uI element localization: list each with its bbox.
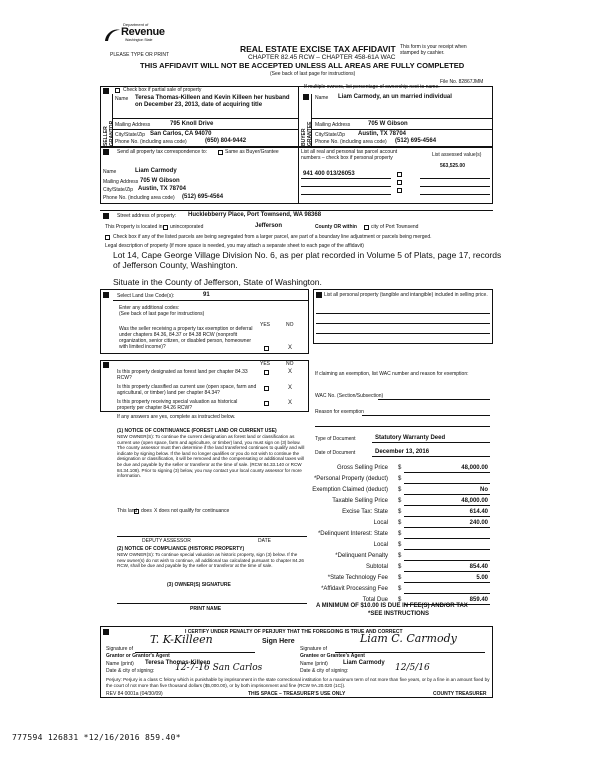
tax-row-value[interactable]: 859.40: [469, 597, 488, 603]
section-5-marker: [103, 292, 109, 298]
city-of-checkbox[interactable]: [364, 225, 369, 230]
continuance-text: NEW OWNER(S): To continue the current designation as forest land or classification as current use (open space, farm and agriculture, or timber) land, you must sign on (3) below. The county assessor must then determine if the land transferred continues to qualify and will indicate by signing below. If the land no longer qualifies or you do not wish to continue the designation or classification, it will be removed and the compensating or additional taxes will be due and payable by the seller or transferor at the time of sale. (RCW 84.33.140 or RCW 84.34.108). Prior to signing (3) below, you may contact your local county assessor for more information.: [117, 434, 305, 479]
compliance-title: (2) NOTICE OF COMPLIANCE (HISTORIC PROPERTY): [117, 546, 245, 552]
seller-exempt-question: Was the seller receiving a property tax exemption or deferral under chapters 84.36, 84.37 or 84.38 RCW (nonprofit organization, senior citizen, or disabled person, homeowner with limited income)?: [119, 326, 253, 350]
tax-row-label: *Delinquent Interest: State: [317, 531, 388, 537]
land-use-label: Select Land Use Code(s):: [117, 293, 175, 299]
does-qualify-checkbox[interactable]: [134, 509, 139, 514]
recording-stamp: 777594 126831 *12/16/2016 859.40*: [12, 733, 181, 742]
county-label: County OR within: [315, 224, 357, 230]
send-to-label: Send all property tax correspondence to:: [117, 149, 208, 155]
tax-row-label: Local: [373, 542, 388, 548]
no-header-1: NO: [286, 322, 294, 328]
additional-codes-label: Enter any additional codes:: [119, 305, 180, 311]
logo-state: Washington State: [125, 38, 153, 42]
doc-type[interactable]: Statutory Warranty Deed: [375, 435, 446, 441]
logo-word: Revenue: [121, 26, 165, 38]
tax-row-currency: $: [398, 575, 402, 581]
open-space-yes-checkbox[interactable]: [264, 386, 269, 391]
file-no: File No. 82867JMM: [440, 79, 484, 85]
seller-mailing-label: Mailing Address: [115, 122, 151, 128]
section-2-marker: [303, 94, 309, 100]
corr-mailing-label: Mailing Address: [103, 179, 139, 185]
see-instructions-note: *SEE INSTRUCTIONS: [368, 611, 430, 617]
tax-row-label: Exemption Claimed (deduct): [312, 487, 388, 493]
grantor-date-city[interactable]: 12-7-16 San Carlos: [175, 663, 263, 673]
doc-date-label: Date of Document: [315, 450, 356, 456]
tax-row-value[interactable]: 5.00: [476, 575, 488, 581]
tax-row-value[interactable]: 614.40: [469, 509, 488, 515]
open-space-no-mark[interactable]: X: [288, 385, 293, 391]
personal-property-label: List all personal property (tangible and intangible) included in selling price.: [324, 292, 488, 298]
form-chapter: CHAPTER 82.45 RCW – CHAPTER 458-61A WAC: [248, 54, 396, 61]
seller-exempt-yes-checkbox[interactable]: [264, 346, 269, 351]
section-3-marker: [103, 149, 109, 155]
rev-number: REV 84 0001a (04/30/09): [106, 691, 163, 697]
buyer-city[interactable]: Austin, TX 78704: [358, 131, 407, 137]
tax-row-currency: $: [398, 509, 402, 515]
legal-description[interactable]: Lot 14, Cape George Village Division No. 6, as per plat recorded in Volume 5 of Plats, page 17, records of Jefferson County, Washington.: [113, 250, 502, 270]
buyer-name[interactable]: Liam Carmody, an un married individual: [338, 94, 452, 100]
perjury-statement: Perjury: Perjury is a class C felony which is punishable by imprisonment in the state correctional institution for a maximum term of not more than five years, or by a fine in an amount fixed by the court of not more than five thousand dollars ($5,000.00), or by both imprisonment and fine (RCW 9A.20.020 (1C)).: [106, 677, 490, 688]
corr-name-label: Name: [103, 169, 117, 175]
open-space-question: Is this property classified as current use (open space, farm and agricultural, or timber) land per chapter 84.34?: [117, 384, 257, 396]
logo-dept: Department of: [123, 22, 149, 27]
tax-row-label: Subtotal: [365, 564, 388, 570]
form-warning: THIS AFFIDAVIT WILL NOT BE ACCEPTED UNLESS ALL AREAS ARE FULLY COMPLETED: [140, 61, 465, 70]
yes-header-2: YES: [260, 361, 271, 367]
receipt-note: This form is your receipt when stamped by cashier.: [400, 44, 467, 56]
multiple-owners-note: If multiple owners, list percentage of ownership next to name.: [304, 84, 440, 90]
corr-mailing[interactable]: 705 W Gibson: [140, 178, 180, 184]
tax-row-currency: $: [398, 476, 402, 482]
tax-row-currency: $: [398, 520, 402, 526]
parcel-personal-checkbox-1[interactable]: [397, 172, 402, 177]
buyer-city-label: City/State/Zip: [315, 132, 346, 138]
same-as-buyer-checkbox[interactable]: [218, 150, 223, 155]
city-of-label: city of Port Townsend: [371, 224, 419, 230]
tax-row-label: *State Technology Fee: [327, 575, 388, 581]
dor-logo: [103, 22, 163, 48]
assessed-value[interactable]: 563,525.00: [440, 163, 466, 169]
situate-text[interactable]: Situate in the County of Jefferson, State of Washington.: [113, 277, 322, 287]
tax-row-label: Total Due: [362, 597, 388, 603]
seller-name[interactable]: Teresa Thomas-Killeen and Kevin Killeen her husband on December 23, 2013, date of acquiring title: [135, 95, 290, 108]
seller-phone-label: Phone No. (including area code): [115, 139, 187, 145]
compliance-text: NEW OWNER(S): To continue special valuation as historic property, sign (3) below. If the new owner(s) do not wish to continue, all additional tax calculated pursuant to chapter 84.26 RCW, shall be due and payable by the seller or transferor at the time of sale.: [117, 552, 304, 569]
tax-row-value[interactable]: No: [480, 487, 488, 493]
tax-row-currency: $: [398, 531, 402, 537]
deputy-assessor-label: DEPUTY ASSESSOR: [142, 538, 191, 544]
segregated-label: Check box if any of the listed parcels are being segregated from a larger parcel, are part of a boundary line adjustment or parcels being merged.: [113, 234, 432, 240]
sign-here-tab[interactable]: Sign Here: [262, 638, 295, 645]
doc-type-label: Type of Document: [315, 436, 356, 442]
buyer-side-label: BUYER GRANTEE: [301, 121, 313, 146]
tax-row-label: Gross Selling Price: [336, 465, 388, 471]
located-in-label: This Property is located in: [105, 224, 163, 230]
forest-question: Is this property designated as forest land per chapter 84.33 RCW?: [117, 369, 248, 381]
grantee-sig-label: Signature of: [300, 646, 327, 652]
grantor-role: Grantor or Grantor's Agent: [106, 653, 170, 659]
tax-row-label: *Affidavit Processing Fee: [321, 586, 388, 592]
street-label: Street address of property:: [117, 213, 177, 219]
grantee-role: Grantee or Grantee's Agent: [300, 653, 365, 659]
same-as-buyer-label: Same as Buyer/Grantee: [225, 149, 279, 155]
grantor-name-label: Name (print): [106, 661, 134, 667]
tax-row-currency: $: [398, 586, 402, 592]
tax-row-label: *Delinquent Penalty: [335, 553, 388, 559]
seller-mailing[interactable]: 795 Knoll Drive: [170, 121, 214, 127]
tax-row-currency: $: [398, 498, 402, 504]
forest-no-mark[interactable]: X: [288, 369, 293, 375]
legal-desc-label: Legal description of property (if more space is needed, you may attach a separate sheet to each page of the affidavit): [105, 243, 364, 249]
parcel-header: List all real and personal tax parcel account numbers – check box if personal property: [301, 149, 398, 161]
historical-no-mark[interactable]: X: [288, 400, 293, 406]
corr-city-label: City/State/Zip: [103, 187, 134, 193]
corr-name[interactable]: Liam Carmody: [135, 168, 177, 174]
certify-statement: I CERTIFY UNDER PENALTY OF PERJURY THAT THE FOREGOING IS TRUE AND CORRECT: [185, 629, 403, 635]
parcel-personal-checkbox-2[interactable]: [397, 180, 402, 185]
tax-row-currency: $: [398, 465, 402, 471]
section-6-marker: [103, 362, 109, 368]
owner-signature-label: (3) OWNER(S) SIGNATURE: [167, 582, 231, 588]
grantee-name-label: Name (print): [300, 661, 328, 667]
buyer-mailing-label: Mailing Address: [315, 122, 351, 128]
partial-sale-checkbox[interactable]: [115, 88, 120, 93]
tax-row-label: Local: [373, 520, 388, 526]
historical-yes-checkbox[interactable]: [264, 401, 269, 406]
no-header-2: NO: [286, 361, 294, 367]
tax-row-currency: $: [398, 564, 402, 570]
tax-row-currency: $: [398, 597, 402, 603]
if-yes-note: If any answers are yes, complete as instructed below.: [117, 414, 236, 420]
tax-row-label: Taxable Selling Price: [332, 498, 388, 504]
tax-row-label: Excise Tax: State: [342, 509, 388, 515]
grantor-print-name[interactable]: Teresa Thomas-Killeen: [145, 660, 211, 666]
grantee-print-name[interactable]: Liam Carmody: [343, 660, 385, 666]
land-qualify-label: This land: [117, 508, 138, 514]
tax-row-value[interactable]: 854.40: [469, 564, 488, 570]
treasurer-use-label: THIS SPACE – TREASURER'S USE ONLY: [248, 691, 346, 697]
additional-codes-note: (See back of last page for instructions): [119, 311, 205, 317]
deputy-date-label: DATE: [258, 538, 271, 544]
tax-row-label: *Personal Property (deduct): [313, 476, 388, 482]
tax-row-value[interactable]: 48,000.00: [461, 465, 488, 471]
seller-city[interactable]: San Carlos, CA 94070: [150, 131, 212, 137]
does-not-qualify-label: X does not qualify for continuance: [154, 508, 230, 514]
section-7-marker: [316, 292, 322, 298]
seller-name-label: Name: [115, 96, 129, 102]
land-use-code[interactable]: 91: [203, 292, 210, 298]
reason-label: Reason for exemption: [315, 409, 364, 415]
seller-city-label: City/State/Zip: [115, 132, 146, 138]
historical-question: Is this property receiving special valuation as historical property per chapter 84.26 RCW?: [117, 399, 238, 411]
grantee-date-city[interactable]: 12/5/16: [395, 663, 430, 673]
buyer-phone[interactable]: (512) 695-4564: [395, 138, 437, 144]
seller-side-label: SELLER GRANTOR: [103, 120, 115, 146]
unincorporated-label: unincorporated: [170, 224, 204, 230]
assessed-header: List assessed value(s): [432, 152, 482, 158]
continuance-title: (1) NOTICE OF CONTINUANCE (FOREST LAND OR CURRENT USE): [117, 428, 277, 434]
buyer-name-label: Name: [315, 95, 329, 101]
section-4-marker: [103, 213, 109, 219]
county-treasurer-label: COUNTY TREASURER: [433, 691, 487, 697]
exemption-claim-label: If claiming an exemption, list WAC number and reason for exemption:: [315, 371, 469, 377]
segregated-checkbox[interactable]: [105, 235, 110, 240]
form-title: REAL ESTATE EXCISE TAX AFFIDAVIT: [240, 44, 396, 54]
grantee-date-city-label: Date & city of signing:: [300, 668, 349, 674]
parcel-number[interactable]: 941 400 013/26053: [303, 171, 355, 177]
tax-row-currency: $: [398, 542, 402, 548]
parcel-personal-checkbox-3[interactable]: [397, 188, 402, 193]
partial-sale-label: Check box if partial sale of property: [123, 87, 202, 93]
seller-exempt-no-mark[interactable]: X: [288, 345, 293, 351]
grantee-signature[interactable]: Liam C. Carmody: [360, 632, 457, 645]
buyer-mailing[interactable]: 705 W Gibson: [368, 121, 408, 127]
yes-header-1: YES: [260, 322, 271, 328]
buyer-phone-label: Phone No. (including area code): [315, 139, 387, 145]
minimum-due-note: A MINIMUM OF $10.00 IS DUE IN FEE(S) AND/OR TAX: [316, 603, 468, 609]
forest-yes-checkbox[interactable]: [264, 370, 269, 375]
dor-logo-icon: [103, 26, 121, 44]
tax-row-value[interactable]: 240.00: [469, 520, 488, 526]
see-back-note: (See back of last page for instructions): [270, 71, 356, 77]
county-name[interactable]: Jefferson: [255, 223, 283, 229]
tax-row-currency: $: [398, 553, 402, 559]
grantor-sig-label: Signature of: [106, 646, 133, 652]
wac-label: WAC No. (Section/Subsection): [315, 393, 384, 399]
tax-row-currency: $: [398, 487, 402, 493]
corr-city[interactable]: Austin, TX 78704: [138, 186, 187, 192]
doc-date[interactable]: December 13, 2016: [375, 449, 430, 455]
grantor-date-city-label: Date & city of signing:: [106, 668, 155, 674]
print-name-label: PRINT NAME: [190, 606, 222, 612]
does-qualify-label: does: [141, 508, 152, 514]
corr-phone[interactable]: (512) 695-4564: [182, 194, 224, 200]
section-8-marker: [103, 629, 109, 635]
tax-row-value[interactable]: 48,000.00: [461, 498, 488, 504]
print-note: PLEASE TYPE OR PRINT: [110, 52, 170, 58]
unincorporated-checkbox[interactable]: [163, 225, 168, 230]
street-address[interactable]: Hucklebberry Place, Port Townsend, WA 98368: [188, 212, 322, 218]
seller-phone[interactable]: (650) 804-9442: [205, 138, 247, 144]
grantor-signature[interactable]: T. K-Killeen: [150, 633, 213, 646]
section-1-marker: [103, 88, 109, 94]
corr-phone-label: Phone No. (including area code): [103, 195, 175, 201]
